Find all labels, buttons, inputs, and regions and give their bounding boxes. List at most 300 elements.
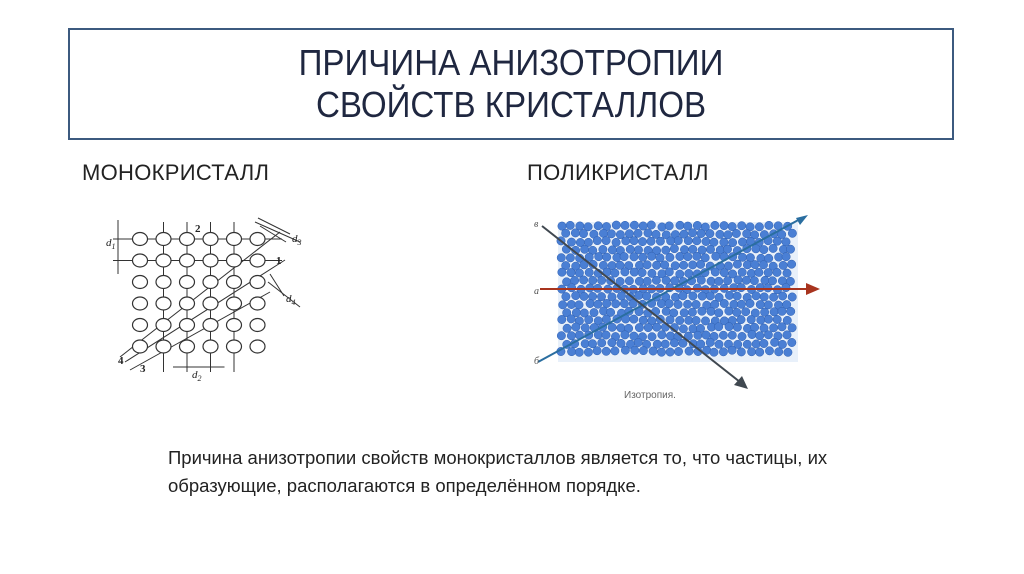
lattice-atom xyxy=(156,297,171,310)
particle xyxy=(751,260,759,268)
d2-label: $d_2$ xyxy=(192,369,202,383)
particle xyxy=(665,268,673,276)
particle xyxy=(779,261,787,269)
particle xyxy=(748,330,756,338)
particle xyxy=(743,230,751,238)
particle xyxy=(720,221,728,229)
particle xyxy=(733,292,741,300)
particle xyxy=(566,221,574,229)
particle xyxy=(784,348,792,356)
particle xyxy=(580,292,588,300)
particle xyxy=(760,339,768,347)
particle xyxy=(788,324,796,332)
particle xyxy=(602,347,610,355)
particle xyxy=(595,252,603,260)
particle xyxy=(674,347,682,355)
particle xyxy=(634,229,642,237)
particle xyxy=(697,340,705,348)
particle xyxy=(635,277,643,285)
particle xyxy=(764,268,772,276)
particle xyxy=(702,237,710,245)
particle xyxy=(788,229,796,237)
particle xyxy=(572,323,580,331)
particle xyxy=(787,260,795,268)
lattice-atom xyxy=(180,319,195,332)
particle xyxy=(657,348,665,356)
particle xyxy=(733,260,741,268)
particle xyxy=(634,338,642,346)
line-3-label: 3 xyxy=(140,363,146,375)
particle xyxy=(585,268,593,276)
particle xyxy=(738,253,746,261)
particle xyxy=(769,293,777,301)
particle xyxy=(643,261,651,269)
particle xyxy=(603,253,611,261)
particle xyxy=(644,229,652,237)
particle xyxy=(715,277,723,285)
particle xyxy=(676,316,684,324)
lattice-atom xyxy=(203,319,218,332)
particle xyxy=(631,346,639,354)
lattice-atom xyxy=(250,233,265,246)
particle xyxy=(630,237,638,245)
particle xyxy=(621,346,629,354)
particle xyxy=(597,292,605,300)
lattice-atom xyxy=(203,297,218,310)
particle xyxy=(685,316,693,324)
particle xyxy=(692,316,700,324)
particle xyxy=(728,331,736,339)
particle xyxy=(621,221,629,229)
particle xyxy=(679,292,687,300)
particle xyxy=(580,245,588,253)
particle xyxy=(775,348,783,356)
direction-a-arrowhead xyxy=(806,283,820,295)
particle xyxy=(738,268,746,276)
particle xyxy=(747,315,755,323)
lattice-atom xyxy=(203,254,218,267)
lattice-atom xyxy=(133,340,148,353)
lattice-atom xyxy=(133,297,148,310)
lattice-atom xyxy=(156,319,171,332)
lattice-atom xyxy=(180,276,195,289)
particle xyxy=(732,229,740,237)
particle xyxy=(685,347,693,355)
particle xyxy=(557,254,565,262)
lattice-atom xyxy=(133,276,148,289)
particle xyxy=(620,299,628,307)
particle xyxy=(707,307,715,315)
particle xyxy=(562,229,570,237)
particle xyxy=(724,231,732,239)
particle xyxy=(755,268,763,276)
particle xyxy=(742,308,750,316)
particle xyxy=(608,323,616,331)
particle xyxy=(712,252,720,260)
monocrystal-lattice-diagram xyxy=(100,212,315,392)
particle xyxy=(608,338,616,346)
isotropy-caption: Изотропия. xyxy=(624,390,676,400)
particle xyxy=(770,308,778,316)
particle xyxy=(775,253,783,261)
particle xyxy=(575,348,583,356)
particle xyxy=(778,307,786,315)
particle xyxy=(769,324,777,332)
particle xyxy=(594,300,602,308)
lattice-atom xyxy=(250,319,265,332)
particle xyxy=(782,283,790,291)
particle xyxy=(761,276,769,284)
particle xyxy=(698,292,706,300)
particle xyxy=(711,221,719,229)
particle xyxy=(567,268,575,276)
particle xyxy=(558,315,566,323)
lattice-atom xyxy=(180,233,195,246)
particle xyxy=(625,277,633,285)
particle xyxy=(783,331,791,339)
particle xyxy=(746,299,754,307)
particle xyxy=(688,229,696,237)
particle xyxy=(733,323,741,331)
particle xyxy=(734,276,742,284)
particle xyxy=(752,340,760,348)
particle xyxy=(662,307,670,315)
lattice-atom xyxy=(156,340,171,353)
particle xyxy=(698,307,706,315)
particle xyxy=(572,291,580,299)
particle xyxy=(630,221,638,229)
particle xyxy=(567,315,575,323)
particle xyxy=(694,331,702,339)
particle xyxy=(723,245,731,253)
particle xyxy=(778,323,786,331)
particle xyxy=(716,230,724,238)
particle xyxy=(679,325,687,333)
particle xyxy=(639,222,647,230)
lattice-atom xyxy=(203,233,218,246)
line-2-label: 2 xyxy=(195,223,201,235)
d3-label: $d_3$ xyxy=(292,233,302,247)
particle xyxy=(689,292,697,300)
particle xyxy=(602,236,610,244)
lattice-atom xyxy=(250,254,265,267)
particle xyxy=(743,340,751,348)
particle xyxy=(621,331,629,339)
particle xyxy=(666,237,674,245)
lattice-atom xyxy=(250,297,265,310)
lattice-atom xyxy=(227,276,242,289)
particle xyxy=(635,323,643,331)
particle xyxy=(666,316,674,324)
particle xyxy=(786,245,794,253)
lattice-atom xyxy=(227,340,242,353)
particle xyxy=(666,348,674,356)
slide-title: ПРИЧИНА АНИЗОТРОПИИ СВОЙСТВ КРИСТАЛЛОВ xyxy=(298,42,724,125)
particle xyxy=(725,291,733,299)
particle xyxy=(768,277,776,285)
particle xyxy=(676,252,684,260)
particle xyxy=(612,300,620,308)
polycrystal-diagram xyxy=(532,212,822,400)
particle xyxy=(773,315,781,323)
particle xyxy=(697,276,705,284)
lattice-atom xyxy=(250,276,265,289)
particle xyxy=(765,347,773,355)
lattice-atom xyxy=(227,319,242,332)
particle xyxy=(706,338,714,346)
particle xyxy=(598,339,606,347)
particle xyxy=(765,221,773,229)
lattice-atom xyxy=(203,340,218,353)
particle xyxy=(783,269,791,277)
particle xyxy=(593,236,601,244)
lattice-atom xyxy=(156,276,171,289)
particle xyxy=(647,237,655,245)
particle xyxy=(630,253,638,261)
particle xyxy=(710,348,718,356)
particle xyxy=(603,299,611,307)
particle xyxy=(760,293,768,301)
particle xyxy=(738,332,746,340)
particle xyxy=(652,276,660,284)
d4-label: $d_4$ xyxy=(286,293,296,307)
particle xyxy=(689,261,697,269)
particle xyxy=(620,252,628,260)
lattice-atom xyxy=(133,233,148,246)
particle xyxy=(567,300,575,308)
particle xyxy=(684,253,692,261)
particle xyxy=(670,339,678,347)
particle xyxy=(730,284,738,292)
particle xyxy=(662,276,670,284)
particle xyxy=(571,229,579,237)
particle xyxy=(611,347,619,355)
direction-a-label: а xyxy=(534,286,539,297)
particle xyxy=(649,347,657,355)
particle xyxy=(621,268,629,276)
particle xyxy=(787,307,795,315)
particle xyxy=(760,245,768,253)
particle xyxy=(738,222,746,230)
lattice-atom xyxy=(203,276,218,289)
particle xyxy=(737,283,745,291)
lattice-atom xyxy=(227,233,242,246)
lattice-atom xyxy=(180,297,195,310)
particle xyxy=(688,308,696,316)
particle xyxy=(764,284,772,292)
particle xyxy=(638,268,646,276)
particle xyxy=(764,331,772,339)
particle xyxy=(594,222,602,230)
particle xyxy=(742,276,750,284)
particle xyxy=(720,299,728,307)
particle xyxy=(648,333,656,341)
particle xyxy=(658,331,666,339)
polycrystal-label: ПОЛИКРИСТАЛЛ xyxy=(527,160,709,185)
particle xyxy=(597,276,605,284)
particle xyxy=(666,253,674,261)
particle xyxy=(782,253,790,261)
particle xyxy=(559,301,567,309)
particle xyxy=(630,315,638,323)
direction-v-label: в xyxy=(534,219,539,230)
particle xyxy=(679,261,687,269)
particle xyxy=(702,331,710,339)
particle xyxy=(567,238,575,246)
particle xyxy=(719,331,727,339)
particle xyxy=(706,229,714,237)
particle xyxy=(607,230,615,238)
particle xyxy=(661,340,669,348)
particle xyxy=(579,229,587,237)
particle xyxy=(657,299,665,307)
particle xyxy=(563,324,571,332)
particle xyxy=(693,221,701,229)
particle xyxy=(562,292,570,300)
direction-b-label: б xyxy=(534,356,540,367)
particle xyxy=(755,223,763,231)
particle xyxy=(756,332,764,340)
slide-caption: Причина анизотропии свойств монокристаллов является то, что частицы, их образующие, располагаются в определённом порядке. xyxy=(168,447,828,496)
particle xyxy=(647,252,655,260)
particle xyxy=(725,323,733,331)
particle xyxy=(626,245,634,253)
particle xyxy=(590,308,598,316)
particle xyxy=(697,229,705,237)
particle xyxy=(788,338,796,346)
particle xyxy=(706,292,714,300)
particle xyxy=(692,300,700,308)
particle xyxy=(653,323,661,331)
particle xyxy=(737,300,745,308)
particle xyxy=(750,277,758,285)
particle xyxy=(665,299,673,307)
lattice-atom xyxy=(227,297,242,310)
diagonal-line xyxy=(120,232,280,357)
particle xyxy=(670,244,678,252)
d1-label: $d_1$ xyxy=(106,237,116,251)
line-4-label: 4 xyxy=(118,355,124,367)
particle xyxy=(611,269,619,277)
line-1-label: 1 xyxy=(276,255,282,267)
particle xyxy=(684,237,692,245)
particle xyxy=(759,261,767,269)
lattice-atom xyxy=(227,254,242,267)
particle xyxy=(617,292,625,300)
particle xyxy=(737,315,745,323)
lattice-atom xyxy=(180,254,195,267)
particle xyxy=(778,340,786,348)
lattice-atom xyxy=(156,254,171,267)
particle xyxy=(638,237,646,245)
particle xyxy=(770,338,778,346)
particle xyxy=(612,238,620,246)
particle xyxy=(773,268,781,276)
particle xyxy=(674,236,682,244)
particle xyxy=(720,269,728,277)
particle xyxy=(639,346,647,354)
particle xyxy=(652,261,660,269)
particle xyxy=(656,237,664,245)
particle xyxy=(723,277,731,285)
particle xyxy=(743,261,751,269)
particle xyxy=(737,348,745,356)
particle xyxy=(728,346,736,354)
particle xyxy=(567,347,575,355)
particle xyxy=(769,244,777,252)
particle xyxy=(558,268,566,276)
particle xyxy=(671,277,679,285)
particle xyxy=(608,246,616,254)
particle xyxy=(594,331,602,339)
particle xyxy=(586,299,594,307)
particle xyxy=(719,348,727,356)
particle xyxy=(643,277,651,285)
particle xyxy=(788,293,796,301)
particle xyxy=(593,347,601,355)
particle xyxy=(674,300,682,308)
particle xyxy=(589,276,597,284)
particle xyxy=(566,254,574,262)
particle xyxy=(715,309,723,317)
particle xyxy=(622,237,630,245)
particle xyxy=(715,340,723,348)
lattice-atom xyxy=(250,340,265,353)
particle xyxy=(567,332,575,340)
particle xyxy=(696,260,704,268)
particle xyxy=(680,309,688,317)
particle xyxy=(707,277,715,285)
particle xyxy=(693,237,701,245)
particle xyxy=(778,292,786,300)
particle xyxy=(747,348,755,356)
particle xyxy=(683,300,691,308)
particle xyxy=(757,316,765,324)
particle xyxy=(579,276,587,284)
particle xyxy=(567,284,575,292)
particle xyxy=(639,253,647,261)
particle xyxy=(630,268,638,276)
particle xyxy=(693,252,701,260)
particle xyxy=(635,291,643,299)
particle xyxy=(756,300,764,308)
particle xyxy=(711,268,719,276)
particle xyxy=(643,292,651,300)
particle xyxy=(706,245,714,253)
lattice-atom xyxy=(156,233,171,246)
particle xyxy=(557,332,565,340)
particle xyxy=(715,323,723,331)
particle xyxy=(585,316,593,324)
particle xyxy=(725,307,733,315)
particle xyxy=(701,317,709,325)
particle xyxy=(752,292,760,300)
particle xyxy=(782,238,790,246)
particle xyxy=(665,222,673,230)
particle xyxy=(612,221,620,229)
particle xyxy=(764,315,772,323)
particle xyxy=(602,331,610,339)
particle xyxy=(676,221,684,229)
particle xyxy=(575,301,583,309)
particle xyxy=(756,348,764,356)
particle xyxy=(647,221,655,229)
particle xyxy=(584,348,592,356)
lattice-atom xyxy=(133,319,148,332)
title-box xyxy=(68,28,954,140)
particle xyxy=(644,323,652,331)
diagonal-line xyxy=(130,292,270,370)
